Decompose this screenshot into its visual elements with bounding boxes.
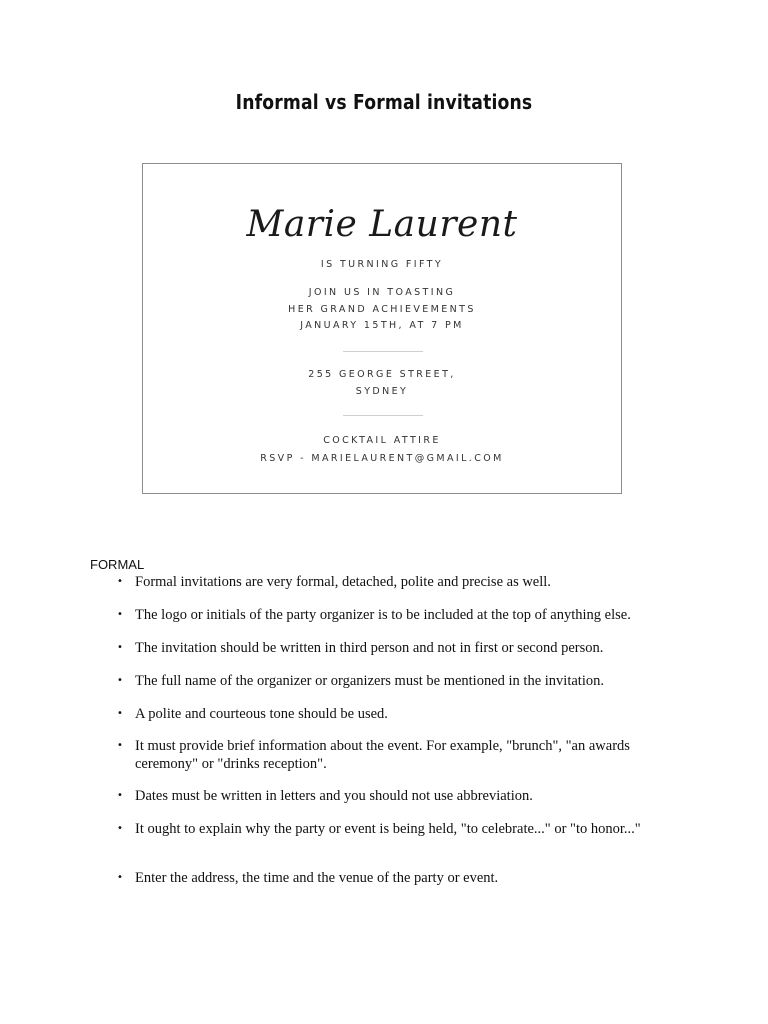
list-item-text: It ought to explain why the party or event is being held, "to celebrate..." or "to honor..."	[135, 821, 641, 837]
invitation-line-achievements: HER GRAND ACHIEVEMENTS	[288, 304, 476, 315]
list-item-text: The logo or initials of the party organizer is to be included at the top of anything else.	[135, 607, 631, 623]
bullet-icon: •	[117, 740, 123, 751]
bullet-icon: •	[117, 642, 123, 653]
invitation-line-turning: IS TURNING FIFTY	[320, 259, 444, 270]
list-item-text: Enter the address, the time and the venue of the party or event.	[135, 870, 499, 886]
bullet-icon: •	[117, 609, 123, 620]
bullet-icon: •	[117, 823, 123, 834]
bullet-icon: •	[117, 708, 123, 719]
bullet-icon: •	[117, 675, 123, 686]
list-item-text: It must provide brief information about the event. For example, "brunch", "an awards ceremony" or "drinks reception".	[135, 738, 630, 772]
invitation-attire: COCKTAIL ATTIRE	[323, 435, 441, 446]
invitation-rsvp: RSVP - MARIELAURENT@GMAIL.COM	[260, 453, 504, 464]
bullet-icon: •	[117, 872, 123, 883]
bullet-icon: •	[117, 576, 123, 587]
invitation-line-date: JANUARY 15TH, AT 7 PM	[300, 320, 464, 331]
invitation-line-join: JOIN US IN TOASTING	[308, 287, 456, 298]
formal-heading: FORMAL	[90, 557, 145, 572]
invitation-card	[142, 163, 622, 494]
list-item-text: A polite and courteous tone should be used.	[135, 706, 388, 722]
invitation-address-street: 255 GEORGE STREET,	[308, 369, 456, 380]
list-item-text: The full name of the organizer or organizers must be mentioned in the invitation.	[135, 673, 604, 689]
list-item-text: The invitation should be written in third person and not in first or second person.	[135, 640, 604, 656]
list-item-text: Dates must be written in letters and you should not use abbreviation.	[135, 788, 533, 804]
invitation-divider	[343, 351, 423, 352]
invitation-name: Marie Laurent	[246, 204, 518, 245]
list-item-text: Formal invitations are very formal, detached, polite and precise as well.	[135, 574, 551, 590]
invitation-divider	[343, 415, 423, 416]
page-title: Informal vs Formal invitations	[235, 90, 533, 114]
invitation-address-city: SYDNEY	[355, 386, 409, 397]
bullet-icon: •	[117, 790, 123, 801]
